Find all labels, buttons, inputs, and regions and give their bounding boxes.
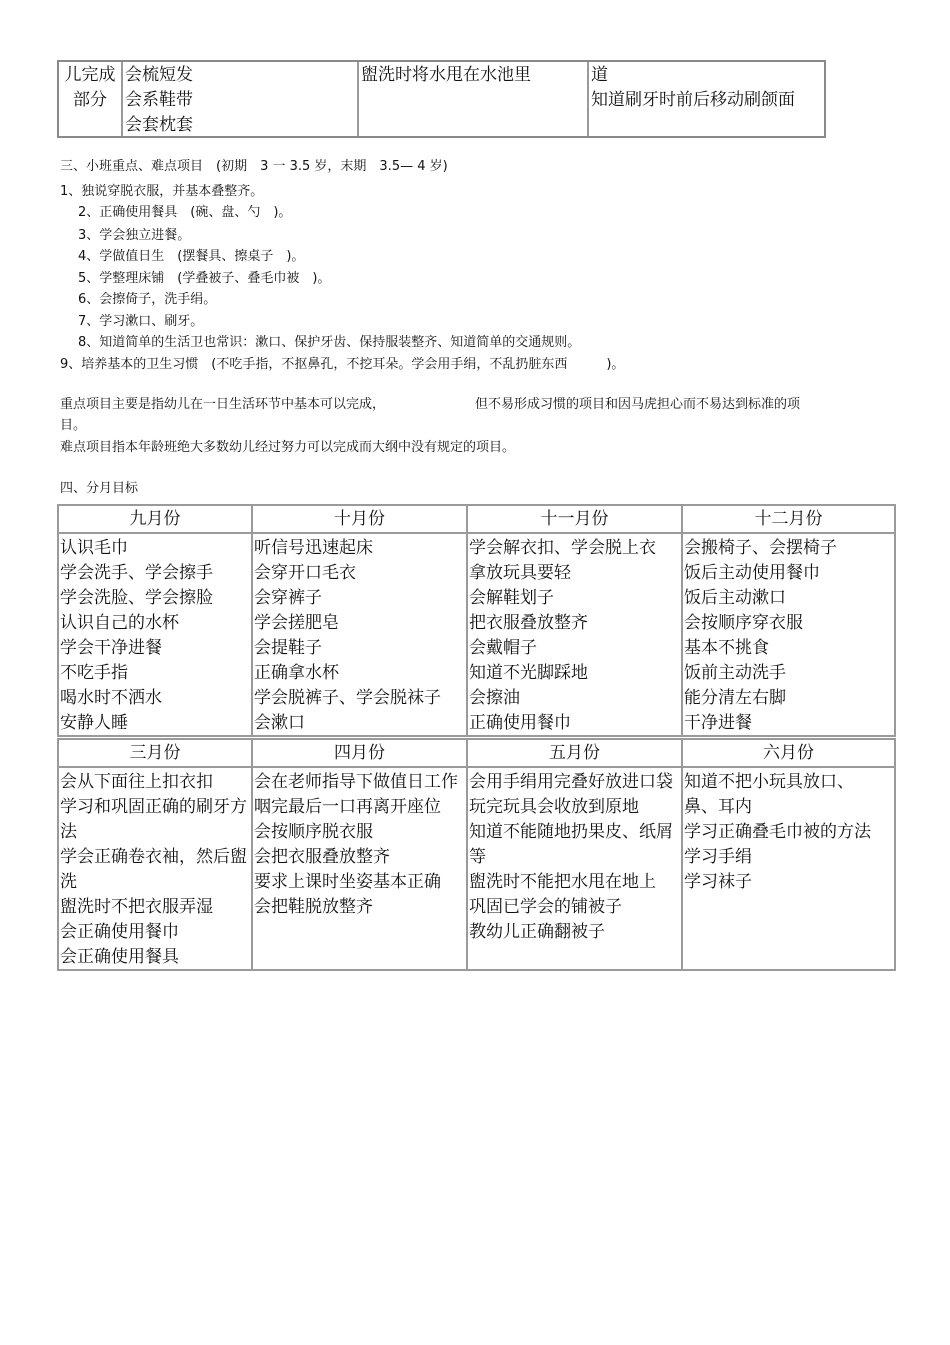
goal-item: 安静人睡: [60, 713, 128, 733]
goal-item: 咽完最后一口再离开座位: [254, 797, 441, 817]
goal-item: 拿放玩具要轻: [469, 563, 571, 583]
month-column: [253, 740, 468, 969]
top-cell-washing: [359, 62, 589, 136]
month-column: [683, 506, 894, 735]
goal-item: 会漱口: [254, 713, 305, 733]
goal-item: 基本不挑食: [684, 638, 769, 658]
goal-item: 学习袜子: [684, 872, 752, 892]
section4-heading: 四、分月目标: [60, 481, 139, 496]
goal-item: 学会搓肥皂: [254, 613, 339, 633]
month-header: 三月份: [59, 740, 251, 768]
month-header: 五月份: [468, 740, 681, 768]
note-key-items-end: 目。: [60, 418, 87, 433]
top-cell-brushing: [589, 62, 824, 136]
goal-item: 知道不把小玩具放口、 鼻、耳内: [684, 772, 854, 817]
cell-line: 会系鞋带: [125, 90, 193, 110]
cell-line: 知道刷牙时前后移动刷颌面: [591, 90, 795, 110]
goal-item: 学会洗脸、学会擦脸: [60, 588, 213, 608]
goal-item: 学会干净进餐: [60, 638, 162, 658]
goal-item: 会擦油: [469, 688, 520, 708]
goal-item: 知道不光脚踩地: [469, 663, 588, 683]
section3-item: 4、学做值日生 (摆餐具、擦桌子 )。: [78, 249, 305, 264]
goal-item: 干净进餐: [684, 713, 752, 733]
goal-item: 要求上课时坐姿基本正确: [254, 872, 441, 892]
goal-item: 盥洗时不把衣服弄湿: [60, 897, 213, 917]
goal-item: 会提鞋子: [254, 638, 322, 658]
goal-item: 听信号迅速起床: [254, 538, 373, 558]
month-header: 六月份: [683, 740, 894, 768]
section3-item: 6、会擦倚子，洗手绢。: [78, 292, 217, 307]
goal-item: 会穿裤子: [254, 588, 322, 608]
goal-item: 会穿开口毛衣: [254, 563, 356, 583]
section3-item: 2、正确使用餐具 (碗、盘、勺 )。: [78, 205, 292, 220]
goal-item: 会把衣服叠放整齐: [254, 847, 390, 867]
section3-item: 5、学整理床铺 (学叠被子、叠毛巾被 )。: [78, 271, 331, 286]
monthly-table-autumn: [57, 504, 896, 737]
top-cell-category: [59, 62, 123, 136]
goal-item: 学会解衣扣、学会脱上衣: [469, 538, 656, 558]
goal-item: 会正确使用餐具: [60, 947, 179, 967]
month-column: [683, 740, 894, 969]
top-table: [57, 60, 826, 138]
note-key-items: 重点项目主要是指幼儿在一日生活环节中基本可以完成，: [60, 397, 386, 412]
goal-item: 会按顺序穿衣服: [684, 613, 803, 633]
goal-item: 学习手绢: [684, 847, 752, 867]
month-header: 十二月份: [683, 506, 894, 534]
goal-item: 会按顺序脱衣服: [254, 822, 373, 842]
month-column: [468, 740, 683, 969]
goal-item: 学会洗手、学会擦手: [60, 563, 213, 583]
month-column: [59, 740, 253, 969]
goal-item: 盥洗时不能把水甩在地上: [469, 872, 656, 892]
goal-item: 认识自己的水杯: [60, 613, 179, 633]
goal-item: 知道不能随地扔果皮、纸屑等: [469, 822, 673, 867]
goal-item: 会把鞋脱放整齐: [254, 897, 373, 917]
note-key-items-cont: 但不易形成习惯的项目和因马虎担心而不易达到标准的项: [475, 397, 801, 412]
section3-item: 1、独说穿脱衣服，并基本叠整齐。: [60, 184, 264, 199]
month-header: 四月份: [253, 740, 466, 768]
section3-heading: 三、小班重点、难点项目 (初期 3 一 3.5 岁，末期 3.5— 4 岁): [60, 159, 448, 174]
month-column: [253, 506, 468, 735]
top-cell-skills: [123, 62, 359, 136]
goal-item: 不吃手指: [60, 663, 128, 683]
section3-item: 8、知道简单的生活卫也常识：漱口、保护牙齿、保持服装整齐、知道简单的交通规则。: [78, 335, 581, 350]
goal-item: 教幼儿正确翻被子: [469, 922, 605, 942]
cell-line: 盥洗时将水甩在水池里: [361, 65, 531, 85]
goal-item: 巩固已学会的铺被子: [469, 897, 622, 917]
goal-item: 玩完玩具会收放到原地: [469, 797, 639, 817]
note-difficult-items: 难点项目指本年龄班绝大多数幼儿经过努力可以完成而大纲中没有规定的项目。: [60, 440, 516, 455]
goal-item: 会搬椅子、会摆椅子: [684, 538, 837, 558]
goal-item: 饭前主动洗手: [684, 663, 786, 683]
month-items: [468, 534, 681, 736]
goal-item: 饭后主动使用餐巾: [684, 563, 820, 583]
month-items: [468, 768, 681, 945]
section3-item: 9、培养基本的卫生习惯 (不吃手指，不抠鼻孔，不挖耳朵。学会用手绢，不乱扔脏东西 )。: [60, 357, 625, 372]
goal-item: 会用手绢用完叠好放进口袋: [469, 772, 673, 792]
cell-line: 会套枕套: [125, 115, 193, 135]
goal-item: 会在老师指导下做值日工作: [254, 772, 458, 792]
goal-item: 正确拿水杯: [254, 663, 339, 683]
goal-item: 正确使用餐巾: [469, 713, 571, 733]
month-items: [253, 768, 466, 920]
goal-item: 学习正确叠毛巾被的方法: [684, 822, 871, 842]
goal-item: 学会脱裤子、学会脱袜子: [254, 688, 441, 708]
goal-item: 学会正确卷衣袖，然后盥洗: [60, 847, 247, 892]
cell-line: 会梳短发: [125, 65, 193, 85]
goal-item: 学习和巩固正确的刷牙方法: [60, 797, 247, 842]
month-items: [683, 768, 894, 895]
goal-item: 饭后主动漱口: [684, 588, 786, 608]
goal-item: 会从下面往上扣衣扣: [60, 772, 213, 792]
cell-line: 道: [591, 65, 608, 85]
goal-item: 把衣服叠放整齐: [469, 613, 588, 633]
month-header: 十一月份: [468, 506, 681, 534]
month-items: [683, 534, 894, 736]
cell-line: 部分: [73, 90, 107, 110]
goal-item: 会戴帽子: [469, 638, 537, 658]
goal-item: 能分清左右脚: [684, 688, 786, 708]
goal-item: 喝水时不洒水: [60, 688, 162, 708]
goal-item: 会正确使用餐巾: [60, 922, 179, 942]
monthly-table-spring: [57, 738, 896, 971]
goal-item: 会解鞋划子: [469, 588, 554, 608]
month-column: [59, 506, 253, 735]
month-header: 十月份: [253, 506, 466, 534]
section3-item: 7、学习漱口、刷牙。: [78, 314, 204, 329]
goal-item: 认识毛巾: [60, 538, 128, 558]
month-items: [253, 534, 466, 736]
month-items: [59, 768, 251, 970]
month-header: 九月份: [59, 506, 251, 534]
month-items: [59, 534, 251, 736]
month-column: [468, 506, 683, 735]
section3-item: 3、学会独立进餐。: [78, 228, 191, 243]
cell-line: 儿完成: [64, 65, 116, 85]
